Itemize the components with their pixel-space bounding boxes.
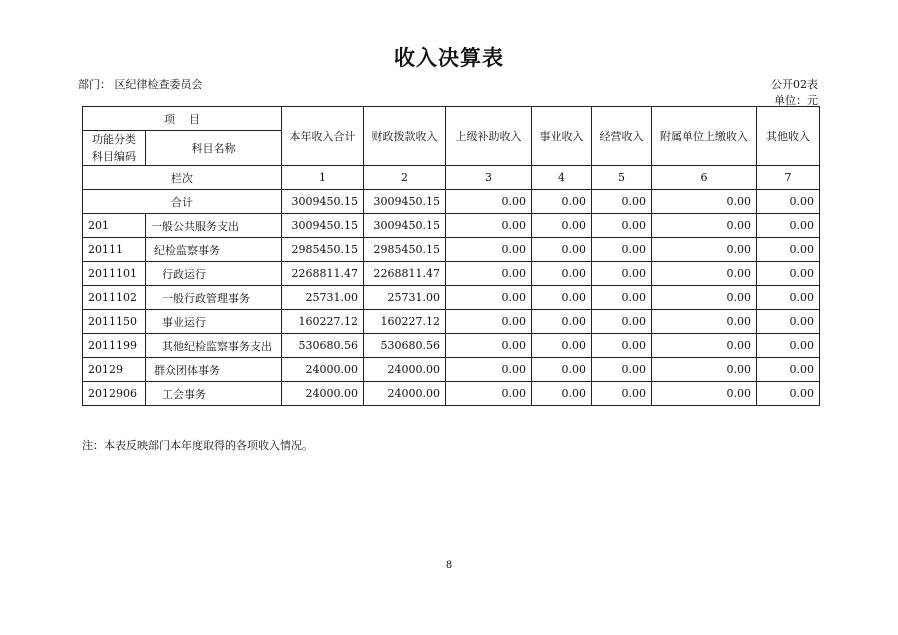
table-cell: 160227.12: [282, 310, 364, 334]
table-cell: 0.00: [446, 262, 532, 286]
table-row: [83, 286, 820, 310]
header-item: 项 目: [83, 107, 282, 131]
header-col-1: 本年收入合计: [282, 107, 364, 166]
table-cell: 0.00: [592, 238, 652, 262]
table-cell: 160227.12: [364, 310, 446, 334]
table-row: [83, 334, 820, 358]
row-code: 20129: [83, 358, 146, 382]
header-subject-name: 科目名称: [146, 131, 282, 166]
table-cell: 2985450.15: [282, 238, 364, 262]
unit-label: 单位：元: [774, 94, 818, 107]
table-cell: 0.00: [532, 286, 592, 310]
income-table: [82, 106, 820, 406]
header-col-3: 上级补助收入: [446, 107, 532, 166]
total-label: 合计: [83, 190, 282, 214]
table-cell: 0.00: [592, 214, 652, 238]
table-cell: 2268811.47: [364, 262, 446, 286]
column-number-4: 4: [532, 166, 592, 190]
table-cell: 0.00: [592, 286, 652, 310]
total-row: [83, 190, 820, 214]
table-cell: 0.00: [652, 358, 757, 382]
table-cell: 3009450.15: [364, 214, 446, 238]
footnote: 注：本表反映部门本年度取得的各项收入情况。: [82, 439, 313, 452]
table-cell: 530680.56: [282, 334, 364, 358]
table-cell: 0.00: [652, 382, 757, 406]
table-row: [83, 238, 820, 262]
table-row: [83, 310, 820, 334]
table-cell: 3009450.15: [282, 214, 364, 238]
table-cell: 0.00: [652, 262, 757, 286]
table-cell: 0.00: [652, 310, 757, 334]
table-cell: 25731.00: [364, 286, 446, 310]
table-cell: 0.00: [446, 334, 532, 358]
table-cell: 0.00: [757, 358, 820, 382]
row-code: 2011199: [83, 334, 146, 358]
row-label: 栏次: [83, 166, 282, 190]
row-name: 一般行政管理事务: [146, 286, 282, 310]
table-cell: 0.00: [757, 310, 820, 334]
table-cell: 24000.00: [364, 358, 446, 382]
total-cell: 0.00: [652, 190, 757, 214]
department-line: [78, 76, 203, 92]
table-cell: 0.00: [592, 334, 652, 358]
header-func-code-line1: 功能分类: [92, 133, 136, 146]
table-cell: 0.00: [652, 214, 757, 238]
department-name: 区纪律检查委员会: [114, 78, 203, 91]
row-name: 行政运行: [146, 262, 282, 286]
row-name: 群众团体事务: [146, 358, 282, 382]
row-name: 事业运行: [146, 310, 282, 334]
row-code: 2011102: [83, 286, 146, 310]
table-cell: 25731.00: [282, 286, 364, 310]
table-cell: 0.00: [592, 310, 652, 334]
table-cell: 0.00: [532, 214, 592, 238]
header-col-4: 事业收入: [532, 107, 592, 166]
table-cell: 0.00: [532, 358, 592, 382]
table-cell: 0.00: [446, 358, 532, 382]
header-row-numbers: [83, 166, 820, 190]
table-row: [83, 214, 820, 238]
table-cell: 24000.00: [364, 382, 446, 406]
total-cell: 0.00: [592, 190, 652, 214]
table-row: [83, 358, 820, 382]
table-cell: 0.00: [592, 262, 652, 286]
table-cell: 0.00: [532, 238, 592, 262]
table-row: [83, 262, 820, 286]
table-cell: 0.00: [757, 238, 820, 262]
table-cell: 0.00: [757, 262, 820, 286]
table-cell: 0.00: [532, 310, 592, 334]
header-col-5: 经营收入: [592, 107, 652, 166]
total-cell: 0.00: [446, 190, 532, 214]
department-label: 部门：: [78, 78, 111, 91]
row-code: 201: [83, 214, 146, 238]
table-cell: 0.00: [532, 382, 592, 406]
row-name: 一般公共服务支出: [146, 214, 282, 238]
column-number-3: 3: [446, 166, 532, 190]
column-number-7: 7: [757, 166, 820, 190]
row-name: 工会事务: [146, 382, 282, 406]
column-number-2: 2: [364, 166, 446, 190]
total-cell: 3009450.15: [282, 190, 364, 214]
page-title: 收入决算表: [394, 46, 504, 70]
table-cell: 0.00: [532, 334, 592, 358]
table-cell: 0.00: [757, 214, 820, 238]
table-cell: 0.00: [757, 334, 820, 358]
column-number-6: 6: [652, 166, 757, 190]
table-cell: 0.00: [446, 382, 532, 406]
table-cell: 0.00: [532, 262, 592, 286]
column-number-1: 1: [282, 166, 364, 190]
table-cell: 0.00: [652, 238, 757, 262]
page-number: 8: [445, 560, 453, 571]
table-cell: 24000.00: [282, 382, 364, 406]
header-row-item: [83, 107, 820, 131]
header-func-code-line2: 科目编码: [92, 150, 136, 163]
table-cell: 0.00: [446, 310, 532, 334]
row-code: 2011101: [83, 262, 146, 286]
table-row: [83, 382, 820, 406]
header-col-2: 财政拨款收入: [364, 107, 446, 166]
row-code: 2011150: [83, 310, 146, 334]
row-code: 20111: [83, 238, 146, 262]
row-code: 2012906: [83, 382, 146, 406]
form-number: 公开02表: [771, 78, 818, 91]
header-col-7: 其他收入: [757, 107, 820, 166]
table-cell: 0.00: [446, 286, 532, 310]
row-name: 其他纪检监察事务支出: [146, 334, 282, 358]
total-cell: 0.00: [532, 190, 592, 214]
total-cell: 0.00: [757, 190, 820, 214]
table-cell: 0.00: [592, 358, 652, 382]
table-cell: 0.00: [652, 334, 757, 358]
column-number-5: 5: [592, 166, 652, 190]
header-func-code: [83, 131, 146, 166]
table-cell: 530680.56: [364, 334, 446, 358]
table-cell: 2985450.15: [364, 238, 446, 262]
table-cell: 0.00: [652, 286, 757, 310]
table-cell: 0.00: [446, 214, 532, 238]
row-name: 纪检监察事务: [146, 238, 282, 262]
table-cell: 2268811.47: [282, 262, 364, 286]
total-cell: 3009450.15: [364, 190, 446, 214]
table-cell: 24000.00: [282, 358, 364, 382]
table-cell: 0.00: [592, 382, 652, 406]
table-cell: 0.00: [446, 238, 532, 262]
table-cell: 0.00: [757, 286, 820, 310]
header-col-6: 附属单位上缴收入: [652, 107, 757, 166]
table-cell: 0.00: [757, 382, 820, 406]
